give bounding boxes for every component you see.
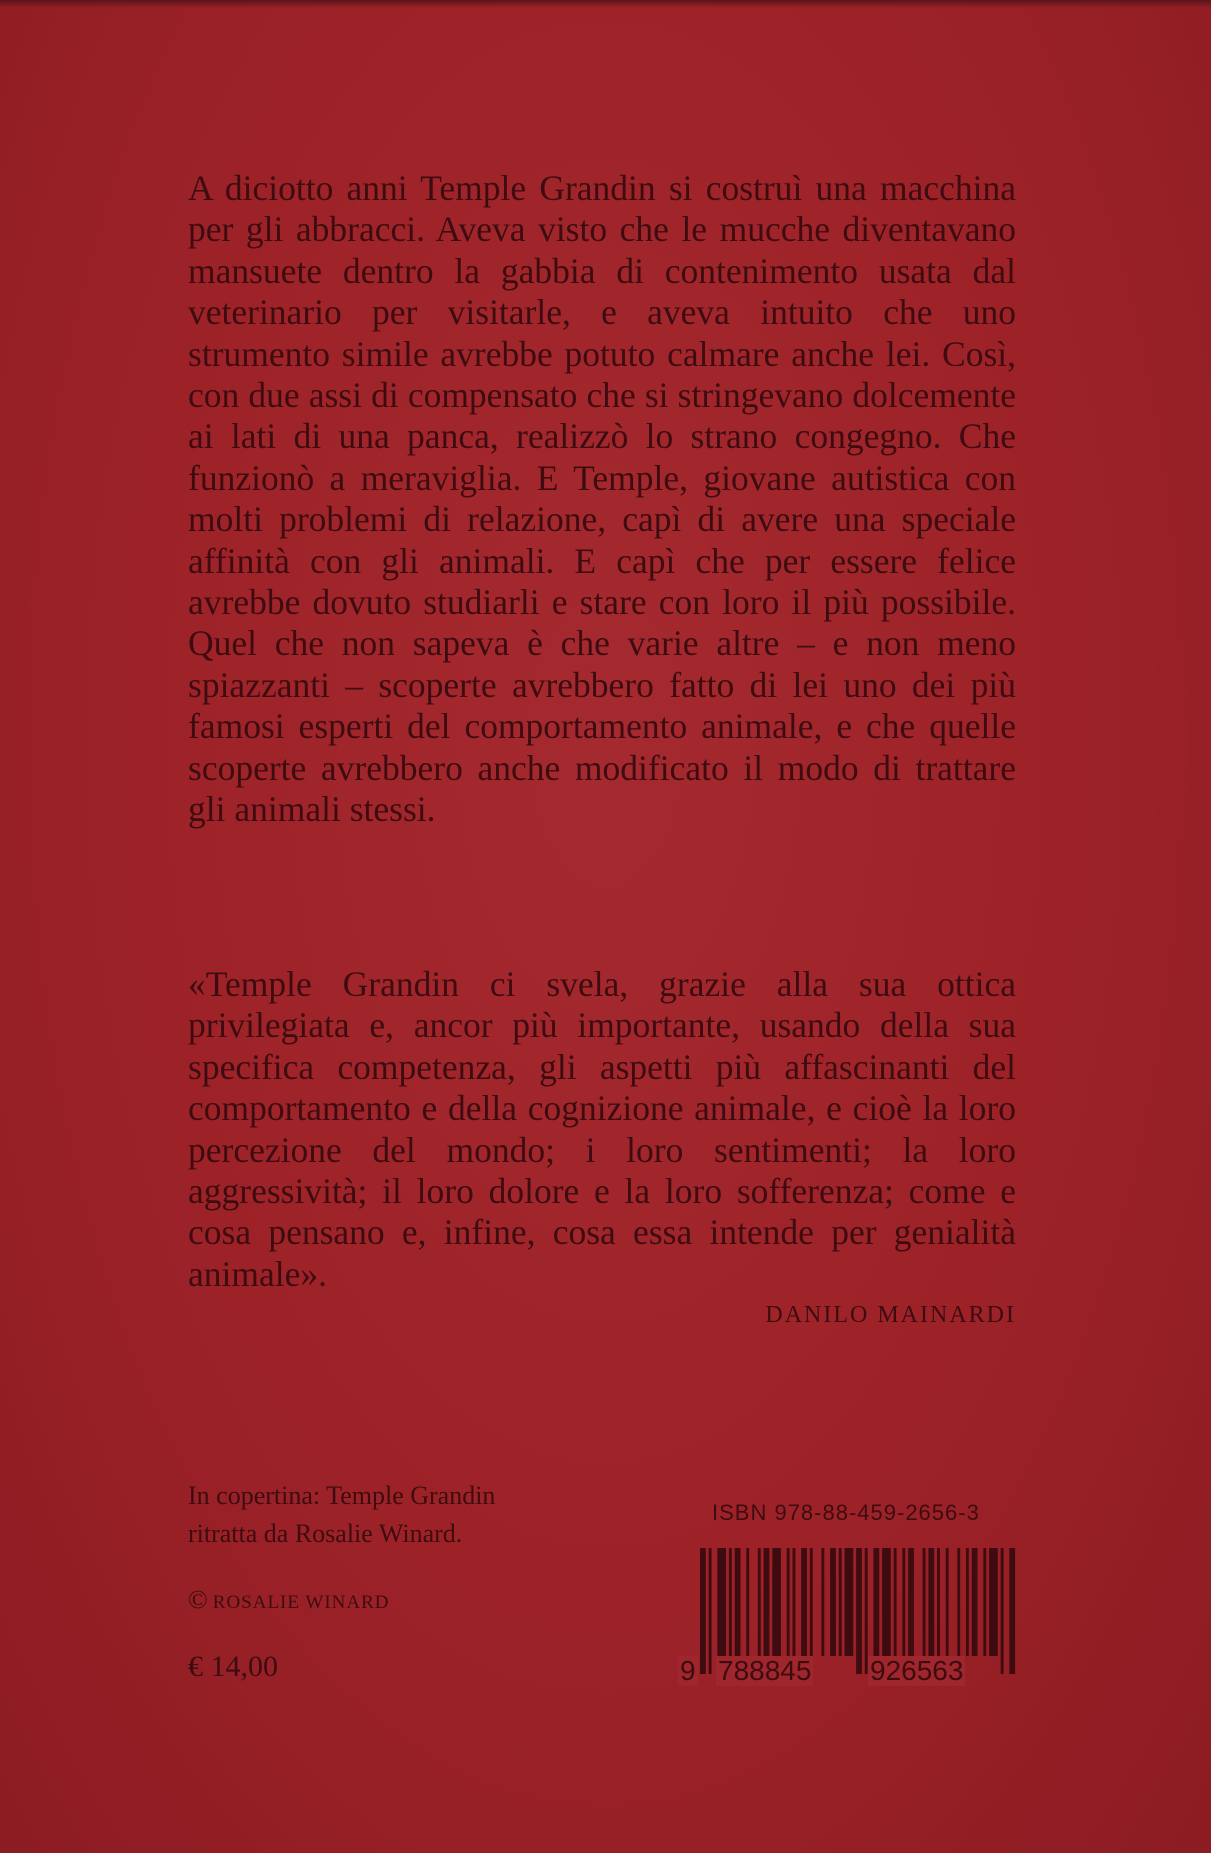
price: € 14,00	[188, 1650, 278, 1683]
copyright-symbol: ©	[188, 1585, 209, 1614]
photo-copyright	[188, 1585, 390, 1615]
barcode-digit-group-1: 788845	[718, 1655, 812, 1686]
barcode-digit-group-2: 926563	[870, 1655, 964, 1686]
blurb-paragraph: A diciotto anni Temple Grandin si costruì una macchina per gli abbracci. Aveva visto che le mucche diventavano mansuete dentro la gabbia di contenimento usata dal veterinario per visitarle, e aveva intuito che uno strumento simile avrebbe potuto calmare anche lei. Così, con due assi di compensato che si stringevano dolcemente ai lati di una panca, realizzò lo strano congegno. Che funzionò a meraviglia. E Temple, giovane autistica con molti problemi di relazione, capì di avere una speciale affinità con gli animali. E capì che per essere felice avrebbe dovuto studiarli e stare con loro il più possibile. Quel che non sapeva è che varie altre – e non meno spiazzanti – scoperte avrebbero fatto di lei uno dei più famosi esperti del comportamento animale, e che quelle scoperte avrebbero anche modificato il modo di trattare gli animali stessi.	[188, 168, 1016, 830]
review-quote: «Temple Grandin ci svela, grazie alla sua ottica privilegiata e, ancor più importante, usando della sua specifica competenza, gli aspetti più affascinanti del comportamento e della cognizione animale, e cioè la loro percezione del mondo; i loro sentimenti; la loro aggressività; il loro dolore e la loro sofferenza; come e cosa pensano e, infine, cosa essa intende per genialità animale».	[188, 964, 1016, 1294]
barcode-digit-lead: 9	[680, 1655, 696, 1686]
copyright-holder: ROSALIE WINARD	[212, 1592, 390, 1613]
cover-credit	[188, 1477, 628, 1553]
quote-author: DANILO MAINARDI	[765, 1302, 1016, 1328]
barcode-digits	[678, 1656, 1023, 1688]
isbn-label: ISBN 978-88-459-2656-3	[712, 1500, 980, 1525]
cover-credit-line-1: In copertina: Temple Grandin	[188, 1481, 496, 1510]
cover-credit-line-2: ritratta da Rosalie Winard.	[188, 1519, 463, 1548]
